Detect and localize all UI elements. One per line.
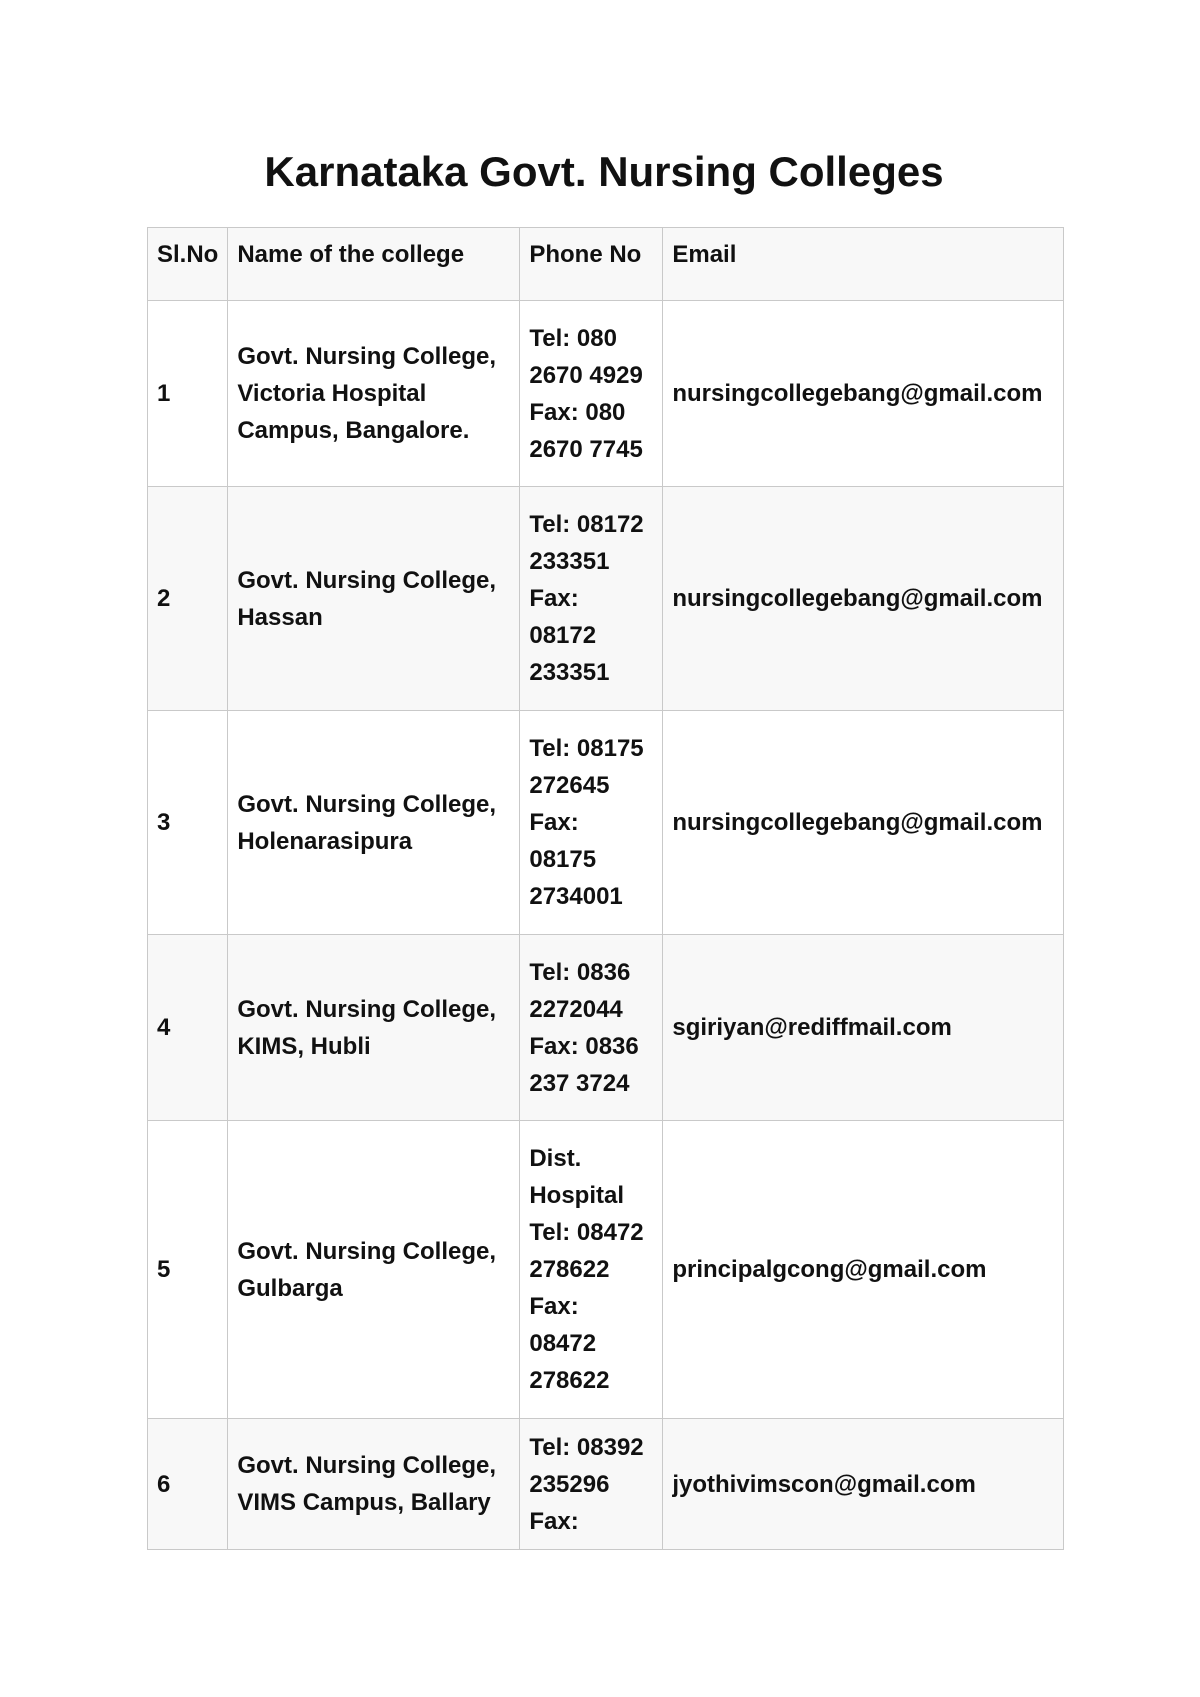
phone-line: Hospital xyxy=(529,1182,625,1209)
phone-line: 278622 xyxy=(529,1367,610,1394)
sl-no-cell: 3 xyxy=(148,711,228,935)
table-row xyxy=(148,935,1064,1121)
page-title: Karnataka Govt. Nursing Colleges xyxy=(264,148,944,195)
college-name-cell: Govt. Nursing College, VIMS Campus, Ballary xyxy=(228,1419,520,1550)
phone-cell xyxy=(520,935,663,1121)
phone-line: 2670 7745 xyxy=(529,435,643,463)
header-phone-no: Phone No xyxy=(520,228,663,301)
phone-line: Fax: xyxy=(529,809,579,836)
phone-line: 237 3724 xyxy=(529,1069,630,1097)
college-name-cell: Govt. Nursing College, Holenarasipura xyxy=(228,711,520,935)
sl-no-cell: 2 xyxy=(148,487,228,711)
phone-line: Tel: 080 xyxy=(529,324,617,352)
phone-line: 2670 4929 xyxy=(529,361,643,389)
table-row xyxy=(148,1419,1064,1550)
table-row xyxy=(148,487,1064,711)
email-cell: nursingcollegebang@gmail.com xyxy=(663,487,1064,711)
table-row xyxy=(148,711,1064,935)
email-cell: nursingcollegebang@gmail.com xyxy=(663,301,1064,487)
phone-line: 08175 xyxy=(529,846,597,873)
phone-line: Dist. xyxy=(529,1145,582,1172)
sl-no-cell: 5 xyxy=(148,1121,228,1419)
college-name-cell: Govt. Nursing College, KIMS, Hubli xyxy=(228,935,520,1121)
phone-line: Tel: 08392 xyxy=(529,1433,644,1461)
phone-line: 2734001 xyxy=(529,883,623,910)
email-cell: sgiriyan@rediffmail.com xyxy=(663,935,1064,1121)
phone-cell xyxy=(520,1419,663,1550)
phone-line: Tel: 08472 xyxy=(529,1219,644,1246)
phone-line: 235296 xyxy=(529,1470,610,1498)
email-cell: nursingcollegebang@gmail.com xyxy=(663,711,1064,935)
sl-no-cell: 4 xyxy=(148,935,228,1121)
phone-line: Fax: 080 xyxy=(529,398,626,426)
phone-line: Tel: 08175 xyxy=(529,735,644,762)
phone-line: Fax: xyxy=(529,1507,579,1535)
phone-line: 2272044 xyxy=(529,995,623,1023)
phone-cell xyxy=(520,1121,663,1419)
phone-line: Fax: 0836 xyxy=(529,1032,639,1060)
table-header-row xyxy=(148,228,1064,301)
phone-line: 278622 xyxy=(529,1256,610,1283)
table-row xyxy=(148,1121,1064,1419)
phone-line: 08172 xyxy=(529,622,597,649)
phone-cell xyxy=(520,301,663,487)
table-row xyxy=(148,301,1064,487)
colleges-table xyxy=(147,227,1064,1550)
college-name-cell: Govt. Nursing College, Gulbarga xyxy=(228,1121,520,1419)
sl-no-cell: 6 xyxy=(148,1419,228,1550)
header-sl-no: Sl.No xyxy=(148,228,228,301)
phone-cell xyxy=(520,487,663,711)
phone-cell xyxy=(520,711,663,935)
email-cell: jyothivimscon@gmail.com xyxy=(663,1419,1064,1550)
phone-line: Fax: xyxy=(529,585,579,612)
header-college-name: Name of the college xyxy=(228,228,520,301)
phone-line: Tel: 08172 xyxy=(529,511,644,538)
phone-line: 233351 xyxy=(529,659,610,686)
email-cell: principalgcong@gmail.com xyxy=(663,1121,1064,1419)
college-name-cell: Govt. Nursing College, Hassan xyxy=(228,487,520,711)
sl-no-cell: 1 xyxy=(148,301,228,487)
phone-line: 233351 xyxy=(529,548,610,575)
phone-line: 08472 xyxy=(529,1330,597,1357)
phone-line: Tel: 0836 xyxy=(529,958,631,986)
phone-line: Fax: xyxy=(529,1293,579,1320)
header-email: Email xyxy=(663,228,1064,301)
college-name-cell: Govt. Nursing College, Victoria Hospital Campus, Bangalore. xyxy=(228,301,520,487)
phone-line: 272645 xyxy=(529,772,610,799)
